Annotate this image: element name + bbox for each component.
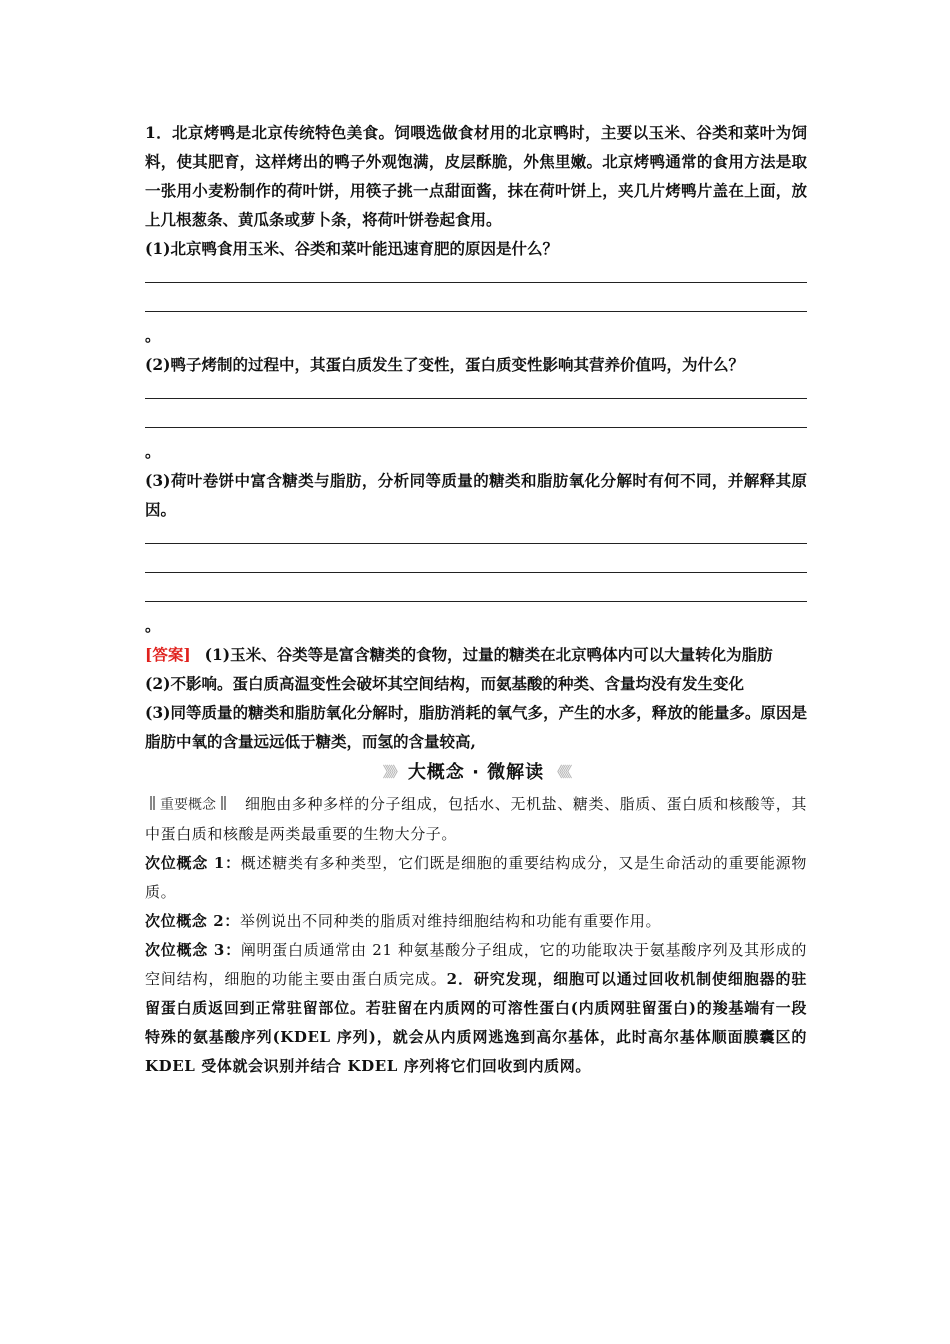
sub-concept-3-text: 阐明蛋白质通常由 21 种氨基酸分子组成，它的功能取决于氨基酸序列及其形成的空间结构，细胞的功能主要由蛋白质完成。 [145, 941, 807, 988]
sub-concept-3-label: 次位概念 3： [145, 941, 241, 959]
answer-1 [145, 640, 807, 669]
sub-concept-1-label: 次位概念 1： [145, 854, 241, 872]
answer-1-text: (1)玉米、谷类等是富含糖类的食物，过量的糖类在北京鸭体内可以大量转化为脂肪 [204, 645, 773, 664]
answer-blank-line[interactable] [145, 379, 807, 408]
main-concept-tag-label: 重要概念 [160, 797, 216, 813]
answer-blank-line[interactable] [145, 582, 807, 611]
next-question-text: 2．研究发现，细胞可以通过回收机制使细胞器的驻留蛋白质返回到正常驻留部位。若驻留在内质网的可溶性蛋白(内质网驻留蛋白)的羧基端有一段特殊的氨基酸序列(KDEL 序列)，就会从内质网逃逸到高尔基体，此时高尔基体顺面膜囊区的 KDEL 受体就会识别并结合 KDEL 序列将它们回收到内质网。 [145, 970, 807, 1075]
chevron-left-icon: 《《《 [550, 765, 570, 781]
sub-concept-2-label: 次位概念 2： [145, 912, 240, 930]
main-concept [145, 790, 807, 849]
main-concept-text: 细胞由多种多样的分子组成，包括水、无机盐、糖类、脂质、蛋白质和核酸等，其中蛋白质和核酸是两类最重要的生物大分子。 [145, 795, 807, 843]
answer-3: (3)同等质量的糖类和脂肪氧化分解时，脂肪消耗的氧气多，产生的水多，释放的能量多。原因是脂肪中氧的含量远远低于糖类，而氢的含量较高, [145, 703, 807, 751]
sub-question-2: (2)鸭子烤制的过程中，其蛋白质发生了变性，蛋白质变性影响其营养价值吗，为什么？ [145, 355, 744, 374]
blank-period: 。 [145, 616, 161, 635]
sub-question-3: (3)荷叶卷饼中富含糖类与脂肪，分析同等质量的糖类和脂肪氧化分解时有何不同，并解释其原因。 [145, 471, 807, 519]
sub-question-1: (1)北京鸭食用玉米、谷类和菜叶能迅速育肥的原因是什么？ [145, 239, 558, 258]
answer-blank-line[interactable] [145, 524, 807, 553]
banner-title: 大概念 · 微解读 [407, 762, 545, 783]
answer-blank-line[interactable] [145, 553, 807, 582]
main-concept-tag [145, 791, 231, 820]
blank-period: 。 [145, 326, 161, 345]
question-intro: 1．北京烤鸭是北京传统特色美食。饲喂选做食材用的北京鸭时，主要以玉米、谷类和菜叶为饲料，使其肥育，这样烤出的鸭子外观饱满，皮层酥脆，外焦里嫩。北京烤鸭通常的食用方法是取一张用小麦粉制作的荷叶饼，用筷子挑一点甜面酱，抹在荷叶饼上，夹几片烤鸭片盖在上面，放上几根葱条、黄瓜条或萝卜条，将荷叶饼卷起食用。 [145, 123, 807, 229]
document-page [145, 118, 807, 1081]
sub-concept-1-text: 概述糖类有多种类型，它们既是细胞的重要结构成分，又是生命活动的重要能源物质。 [145, 854, 807, 901]
bar-icon [221, 796, 226, 810]
answer-blank-line[interactable] [145, 263, 807, 292]
blank-period: 。 [145, 442, 161, 461]
answer-2: (2)不影响。蛋白质高温变性会破坏其空间结构，而氨基酸的种类、含量均没有发生变化 [145, 674, 744, 693]
sub-concept-2 [145, 907, 807, 936]
chevron-right-icon: 》》》 [382, 765, 402, 781]
bar-icon [150, 796, 155, 810]
sub-concept-3 [145, 936, 807, 1081]
sub-concept-2-text: 举例说出不同种类的脂质对维持细胞结构和功能有重要作用。 [239, 912, 662, 930]
answer-blank-line[interactable] [145, 292, 807, 321]
section-banner [145, 756, 807, 790]
sub-concept-1 [145, 849, 807, 907]
answer-tag: [答案] [145, 645, 191, 664]
answer-blank-line[interactable] [145, 408, 807, 437]
